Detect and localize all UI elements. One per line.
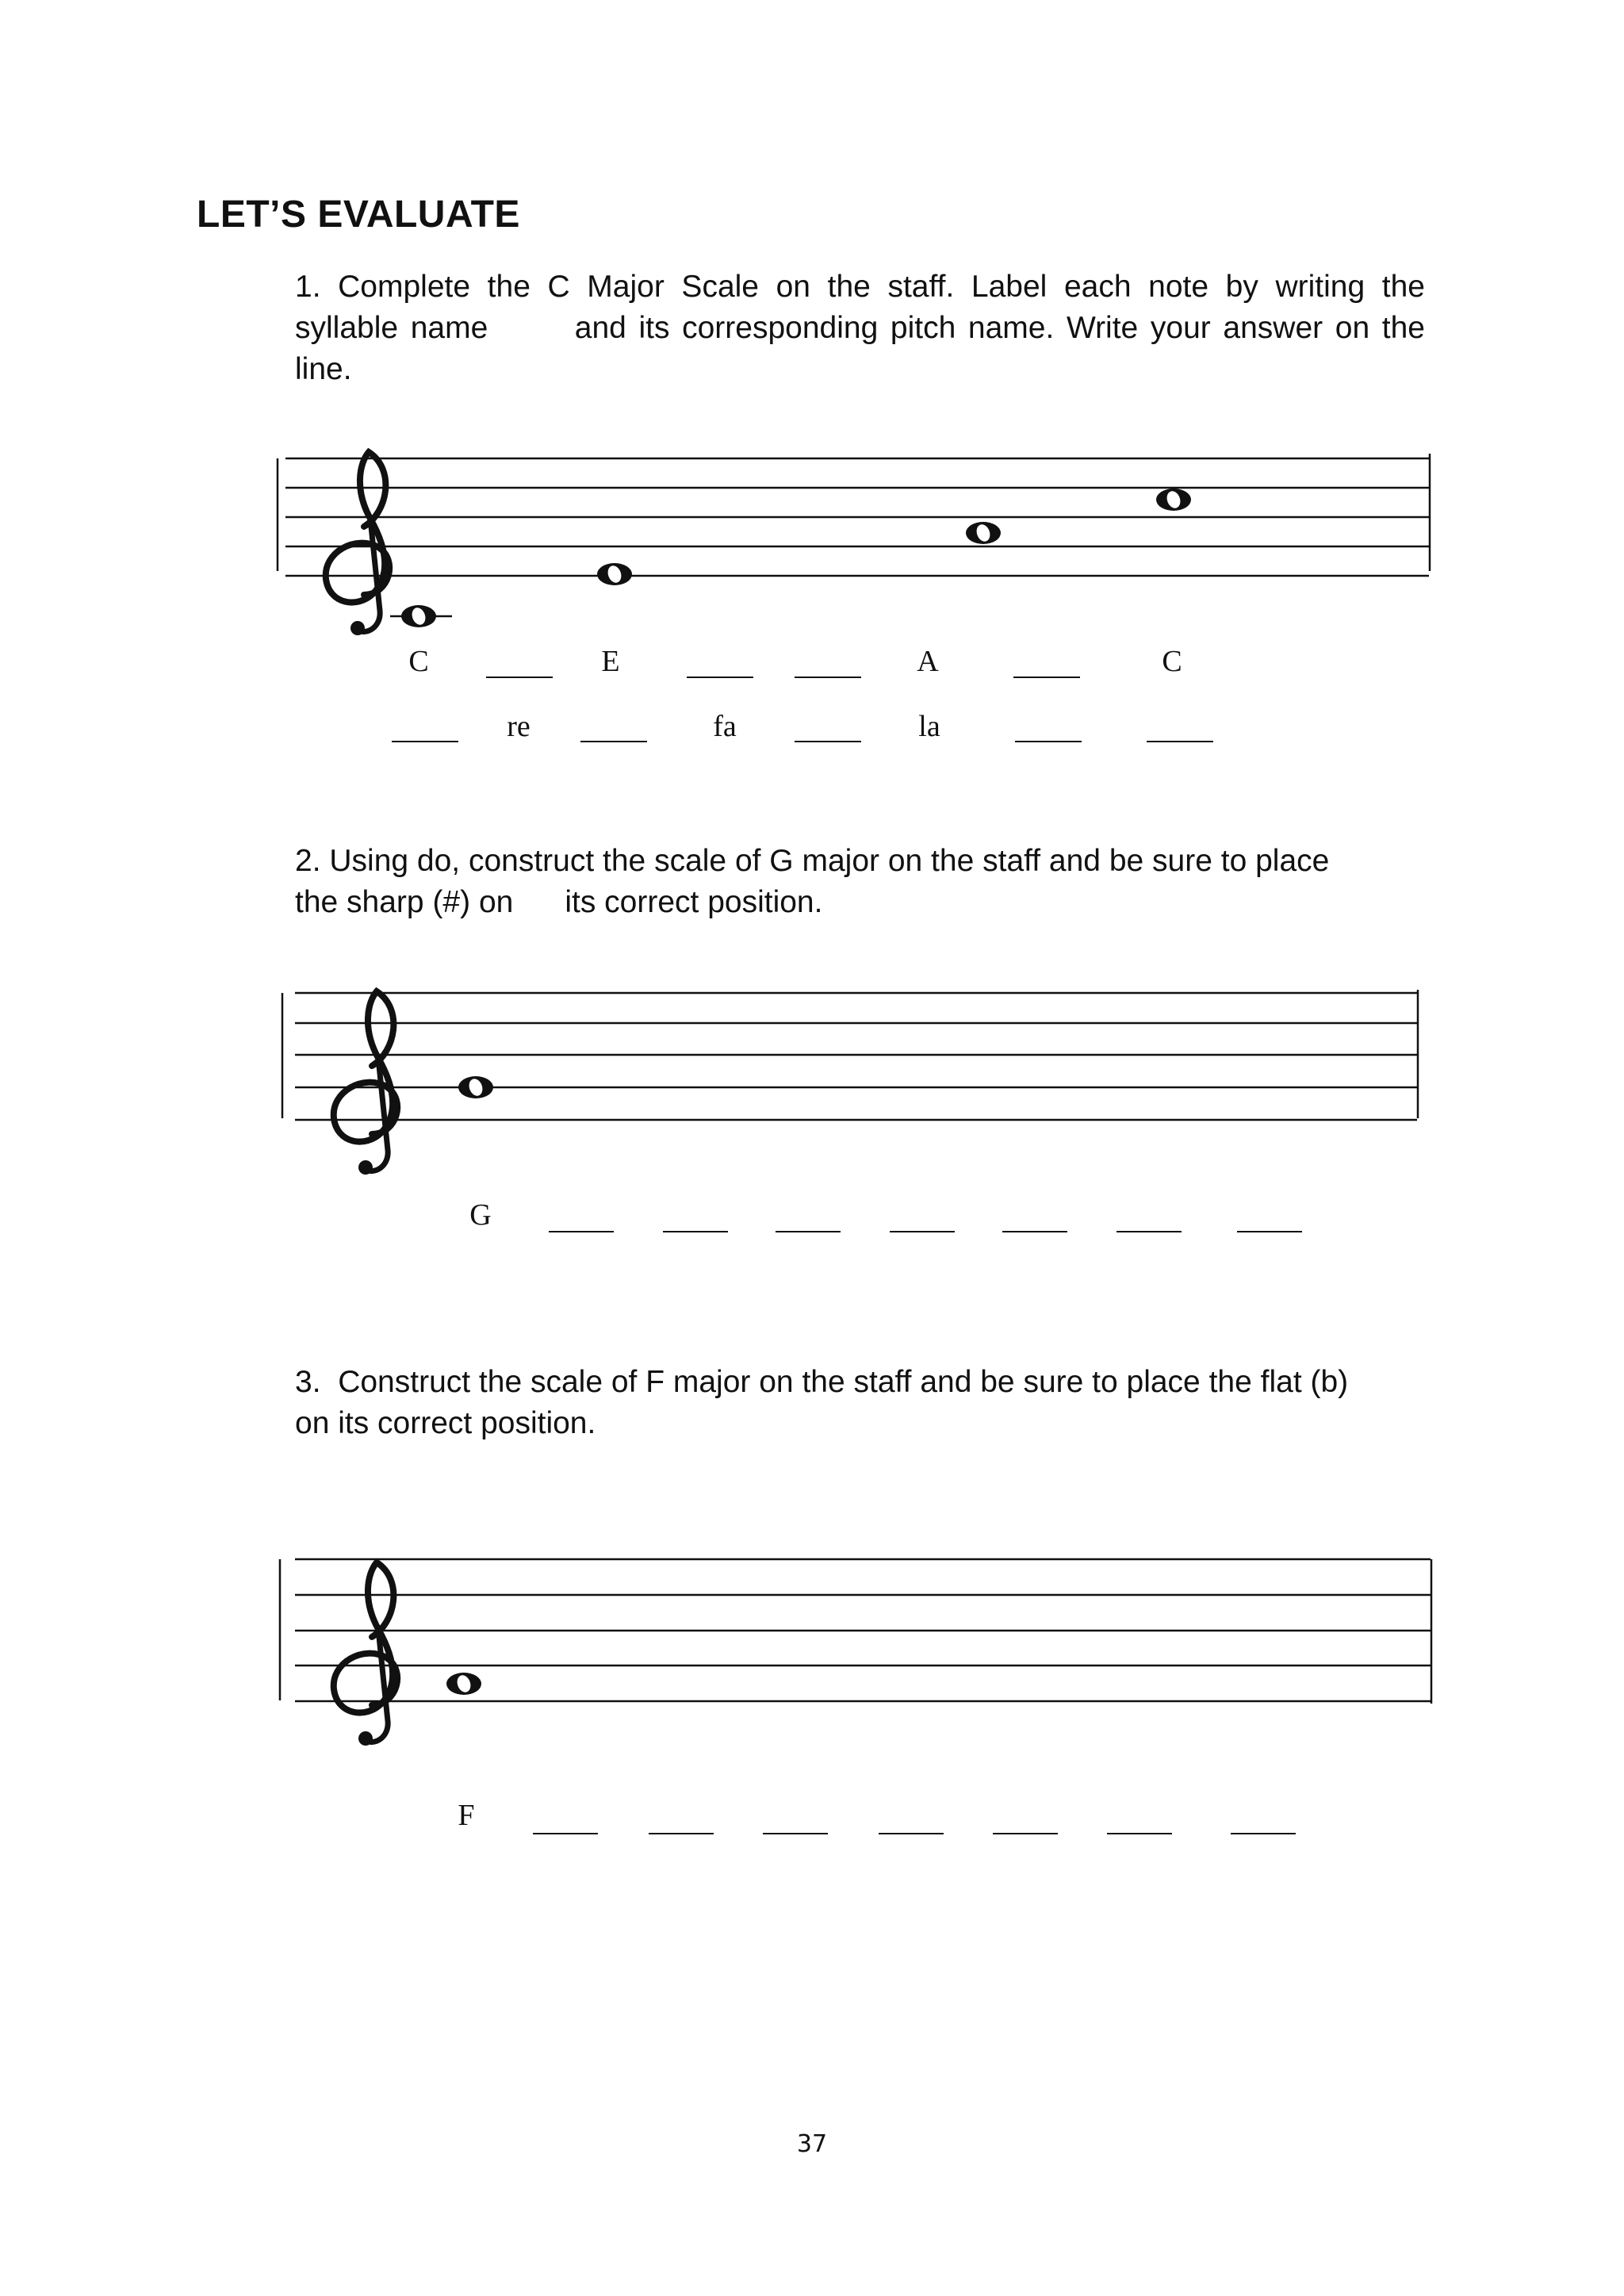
syllable-label-fa: fa <box>713 710 737 743</box>
answer-blank[interactable] <box>993 1833 1058 1834</box>
answer-blank[interactable] <box>795 741 861 742</box>
answer-blank[interactable] <box>392 741 458 742</box>
answer-blank[interactable] <box>763 1833 828 1834</box>
note-f4 <box>446 1673 481 1695</box>
pitch-label-e: E <box>601 645 620 678</box>
answer-blank[interactable] <box>776 1231 841 1232</box>
pitch-label-a: A <box>917 645 939 678</box>
note-e4 <box>597 563 632 585</box>
section-heading: LET’S EVALUATE <box>197 194 520 236</box>
pitch-label-f: F <box>458 1799 475 1832</box>
answer-blank[interactable] <box>1147 741 1213 742</box>
pitch-label-c-high: C <box>1162 645 1182 678</box>
syllable-label-re: re <box>507 710 530 743</box>
pitch-label-c: C <box>408 645 429 678</box>
question-2-line-2: the sharp (#) on its correct position. <box>295 885 823 919</box>
answer-blank[interactable] <box>663 1231 728 1232</box>
answer-blank[interactable] <box>1015 741 1082 742</box>
answer-blank[interactable] <box>879 1833 944 1834</box>
note-c5 <box>1156 489 1191 511</box>
question-3-line-2: on its correct position. <box>295 1406 596 1440</box>
answer-blank[interactable] <box>649 1833 714 1834</box>
staff-2 <box>282 990 1418 1175</box>
answer-blank[interactable] <box>1013 677 1080 678</box>
note-c4 <box>401 605 436 627</box>
question-2-line-1: 2. Using do, construct the scale of G major on the staff and be sure to place <box>295 844 1330 878</box>
staff-1 <box>278 452 1430 635</box>
note-g4 <box>458 1076 493 1098</box>
page-number: 37 <box>796 2130 828 2158</box>
pitch-label-g: G <box>469 1198 492 1232</box>
answer-blank[interactable] <box>1002 1231 1067 1232</box>
answer-blank[interactable] <box>1116 1231 1182 1232</box>
answer-blank[interactable] <box>486 677 553 678</box>
answer-blank[interactable] <box>795 677 861 678</box>
question-1-line-1: 1. Complete the C Major Scale on the staff. Label each note by writing the <box>295 270 1425 304</box>
note-a4 <box>966 522 1001 544</box>
answer-blank[interactable] <box>533 1833 598 1834</box>
answer-blank[interactable] <box>549 1231 614 1232</box>
question-3-line-1: 3. Construct the scale of F major on the staff and be sure to place the flat (b) <box>295 1365 1349 1399</box>
question-1-line-3: line. <box>295 352 352 386</box>
answer-blank[interactable] <box>687 677 753 678</box>
syllable-label-la: la <box>918 710 940 743</box>
answer-blank[interactable] <box>1107 1833 1172 1834</box>
answer-blank[interactable] <box>580 741 647 742</box>
answer-blank[interactable] <box>890 1231 955 1232</box>
question-1-line-2: syllable name and its corresponding pitch name. Write your answer on the <box>295 311 1425 345</box>
staff-3 <box>280 1559 1431 1746</box>
answer-blank[interactable] <box>1237 1231 1302 1232</box>
answer-blank[interactable] <box>1231 1833 1296 1834</box>
